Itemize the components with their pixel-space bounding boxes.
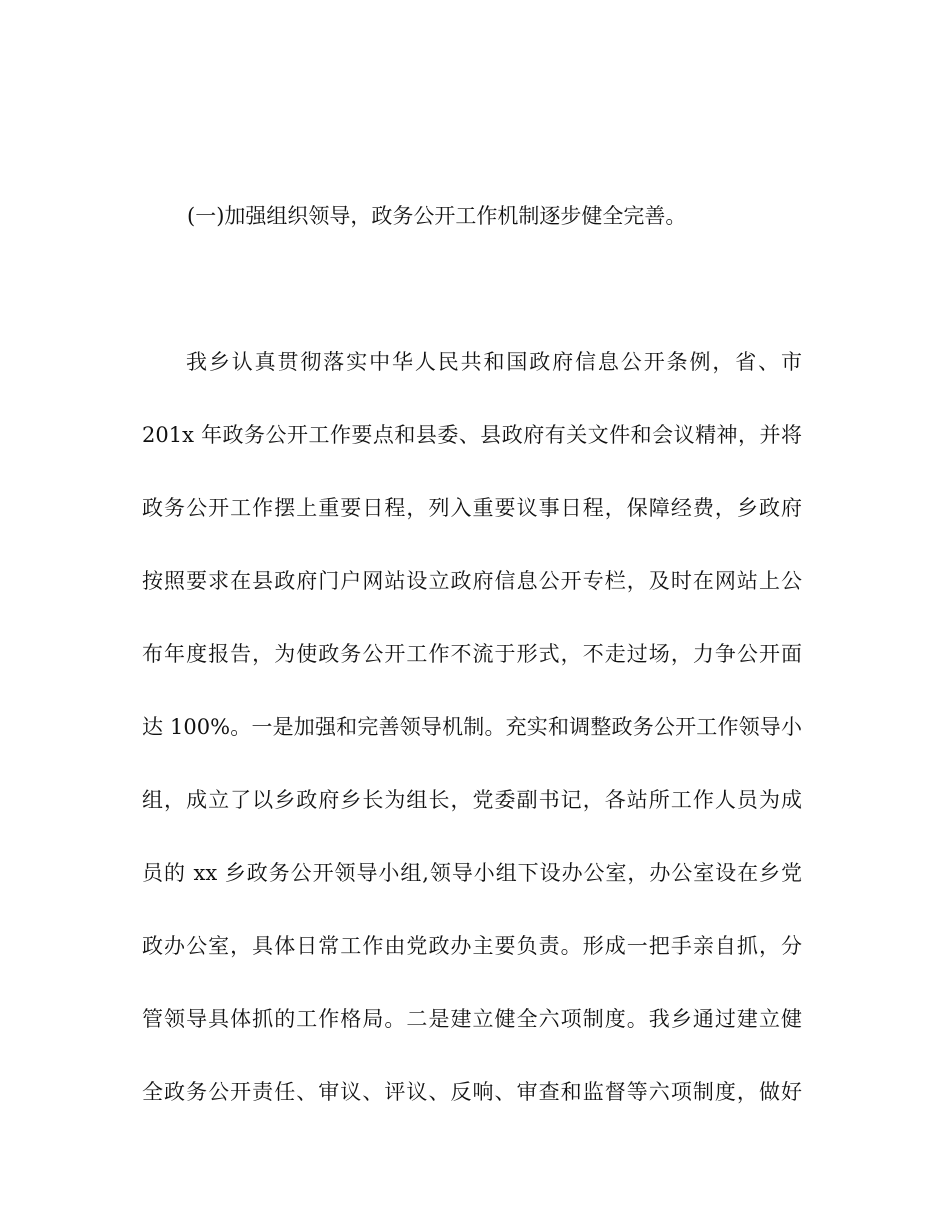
paragraph-line: 政务公开工作摆上重要日程，列入重要议事日程，保障经费，乡政府: [142, 496, 802, 520]
paragraph-line: 我乡认真贯彻落实中华人民共和国政府信息公开条例，省、市: [186, 350, 802, 374]
section-heading: (一)加强组织领导，政务公开工作机制逐步健全完善。: [187, 204, 687, 228]
body-paragraph: [142, 338, 802, 1141]
paragraph-line: 政办公室，具体日常工作由党政办主要负责。形成一把手亲自抓，分: [142, 934, 802, 958]
paragraph-line: 布年度报告，为使政务公开工作不流于形式，不走过场，力争公开面: [142, 642, 802, 666]
paragraph-line: 组，成立了以乡政府乡长为组长，党委副书记，各站所工作人员为成: [142, 788, 802, 812]
paragraph-line: 员的 xx 乡政务公开领导小组,领导小组下设办公室，办公室设在乡党: [142, 861, 802, 885]
paragraph-line: 全政务公开责任、审议、评议、反响、审查和监督等六项制度，做好: [142, 1080, 802, 1104]
paragraph-line: 按照要求在县政府门户网站设立政府信息公开专栏，及时在网站上公: [142, 569, 802, 593]
paragraph-line: 201x 年政务公开工作要点和县委、县政府有关文件和会议精神，并将: [142, 423, 802, 447]
paragraph-line: 达 100%。一是加强和完善领导机制。充实和调整政务公开工作领导小: [142, 715, 802, 739]
paragraph-line: 管领导具体抓的工作格局。二是建立健全六项制度。我乡通过建立健: [142, 1007, 802, 1031]
